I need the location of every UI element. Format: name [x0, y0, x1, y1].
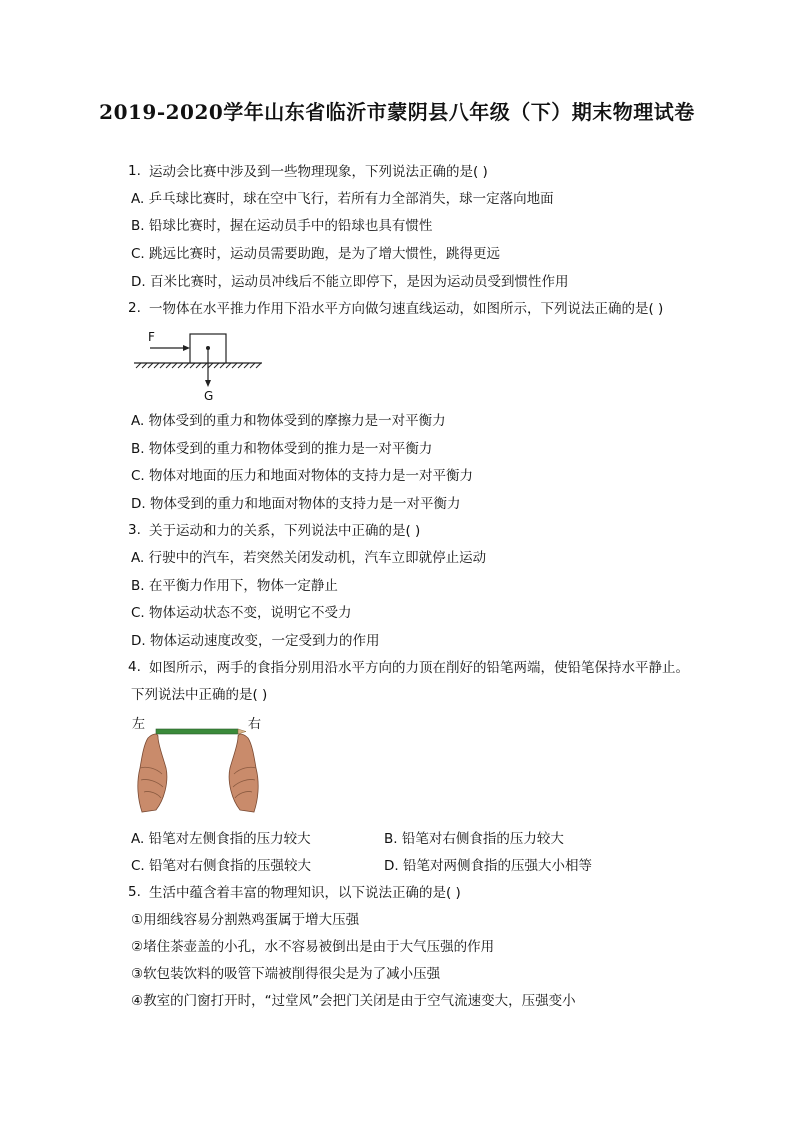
question-5-statement-4: ④教室的门窗打开时，“过堂风”会把门关闭是由于空气流速变大，压强变小: [131, 993, 576, 1009]
question-5-statement-1: ①用细线容易分割熟鸡蛋属于增大压强: [131, 912, 360, 928]
question-2-stem: 一物体在水平推力作用下沿水平方向做匀速直线运动，如图所示，下列说法正确的是( ): [149, 301, 664, 317]
block-force-diagram: [128, 322, 268, 404]
question-1-option-b: B. 铅球比赛时，握在运动员手中的铅球也具有惯性: [131, 218, 433, 234]
gravity-label: G: [204, 389, 214, 403]
question-4-stem-line-1: 如图所示，两手的食指分别用沿水平方向的力顶在削好的铅笔两端，使铅笔保持水平静止。: [149, 660, 689, 676]
question-5-stem: 生活中蕴含着丰富的物理知识，以下说法正确的是( ): [149, 885, 461, 901]
question-5-number: 5.: [128, 884, 141, 900]
question-4-option-d: D. 铅笔对两侧食指的压强大小相等: [384, 858, 592, 874]
right-label: 右: [248, 717, 262, 732]
question-5-statement-3: ③软包装饮料的吸管下端被削得很尖是为了减小压强: [131, 966, 441, 982]
question-4-option-a: A. 铅笔对左侧食指的压力较大: [131, 831, 311, 847]
question-3-option-c: C. 物体运动状态不变，说明它不受力: [131, 605, 352, 621]
pencil-fingers-figure: [128, 712, 268, 818]
question-2-option-c: C. 物体对地面的压力和地面对物体的支持力是一对平衡力: [131, 468, 474, 484]
question-3-option-a: A. 行驶中的汽车，若突然关闭发动机，汽车立即就停止运动: [131, 550, 487, 566]
question-4-option-c: C. 铅笔对右侧食指的压强较大: [131, 858, 312, 874]
left-hand: [138, 734, 167, 812]
question-2-number: 2.: [128, 300, 141, 316]
pencil-body: [156, 729, 238, 734]
question-5-statement-2: ②堵住茶壶盖的小孔，水不容易被倒出是由于大气压强的作用: [131, 939, 495, 955]
question-1-number: 1.: [128, 163, 141, 179]
question-3-option-b: B. 在平衡力作用下，物体一定静止: [131, 578, 338, 594]
force-arrowhead: [183, 345, 190, 351]
question-1-stem: 运动会比赛中涉及到一些物理现象，下列说法正确的是( ): [149, 164, 488, 180]
question-3-stem: 关于运动和力的关系，下列说法中正确的是( ): [149, 523, 421, 539]
question-2-option-d: D. 物体受到的重力和地面对物体的支持力是一对平衡力: [131, 496, 461, 512]
question-1-option-a: A. 乒乓球比赛时，球在空中飞行，若所有力全部消失，球一定落向地面: [131, 191, 554, 207]
question-4-stem-line-2: 下列说法中正确的是( ): [131, 687, 268, 703]
question-2-option-a: A. 物体受到的重力和物体受到的摩擦力是一对平衡力: [131, 413, 446, 429]
gravity-arrowhead: [205, 380, 211, 387]
question-1-option-d: D. 百米比赛时，运动员冲线后不能立即停下，是因为运动员受到惯性作用: [131, 274, 569, 290]
exam-title: 2019-2020学年山东省临沂市蒙阴县八年级（下）期末物理试卷: [99, 100, 695, 124]
question-4-number: 4.: [128, 659, 141, 675]
left-label: 左: [132, 717, 146, 732]
pencil-tip: [238, 729, 246, 734]
question-2-option-b: B. 物体受到的重力和物体受到的推力是一对平衡力: [131, 441, 433, 457]
ground-hatching: [136, 363, 261, 368]
question-4-option-b: B. 铅笔对右侧食指的压力较大: [384, 831, 564, 847]
force-label: F: [148, 330, 155, 344]
question-1-option-c: C. 跳远比赛时，运动员需要助跑，是为了增大惯性，跳得更远: [131, 246, 501, 262]
question-3-option-d: D. 物体运动速度改变，一定受到力的作用: [131, 633, 380, 649]
question-3-number: 3.: [128, 522, 141, 538]
right-hand: [229, 734, 258, 812]
